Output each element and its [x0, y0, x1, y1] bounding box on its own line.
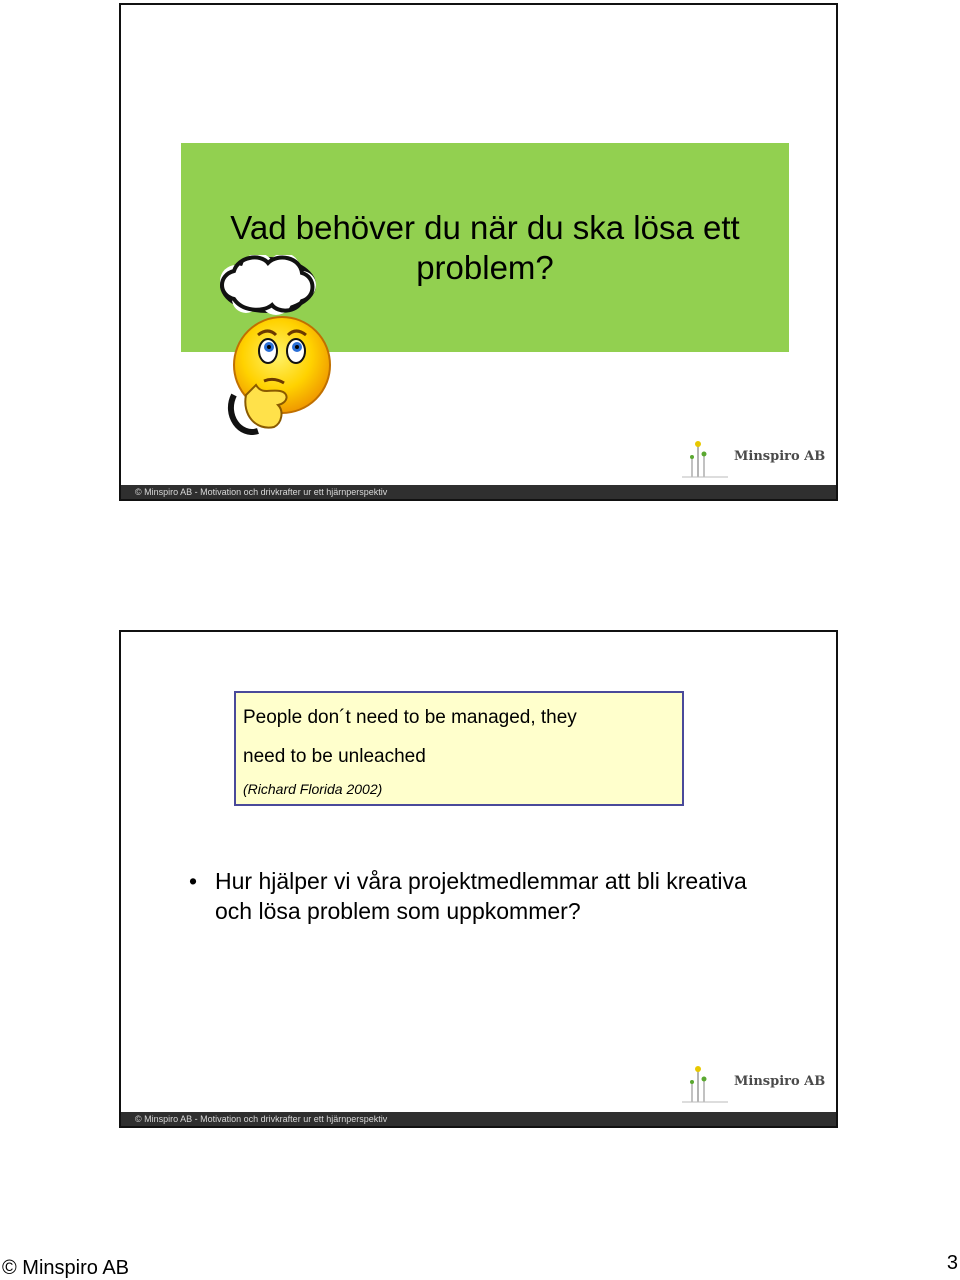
minspiro-logo [678, 1060, 828, 1108]
quote-source: (Richard Florida 2002) [243, 781, 383, 797]
thinking-smiley-icon [216, 255, 336, 435]
minspiro-logo [678, 435, 828, 483]
page-footer-copyright: © Minspiro AB [2, 1257, 130, 1279]
quote-box [234, 691, 684, 806]
logo-text: Minspiro AB [734, 449, 826, 464]
slide-title: Vad behöver du när du ska lösa ett problem? [230, 209, 740, 286]
bullet-text: Hur hjälper vi våra projektmedlemmar att bli kreativa och lösa problem som uppkommer? [215, 868, 747, 924]
bullet-icon: • [189, 868, 198, 894]
slide-footer: © Minspiro AB - Motivation och drivkrafter ur ett hjärnperspektiv [121, 485, 836, 499]
slide-2 [119, 630, 838, 1128]
slide-1 [119, 3, 838, 501]
sprout-logo-icon [678, 435, 734, 483]
sprout-logo-icon [678, 1060, 734, 1108]
slide-footer: © Minspiro AB - Motivation och drivkrafter ur ett hjärnperspektiv [121, 1112, 836, 1126]
quote-line-1: People don´t need to be managed, they [243, 707, 577, 728]
quote-line-2: need to be unleached [243, 746, 426, 767]
logo-text: Minspiro AB [734, 1074, 826, 1089]
page-number: 3 [946, 1252, 958, 1274]
